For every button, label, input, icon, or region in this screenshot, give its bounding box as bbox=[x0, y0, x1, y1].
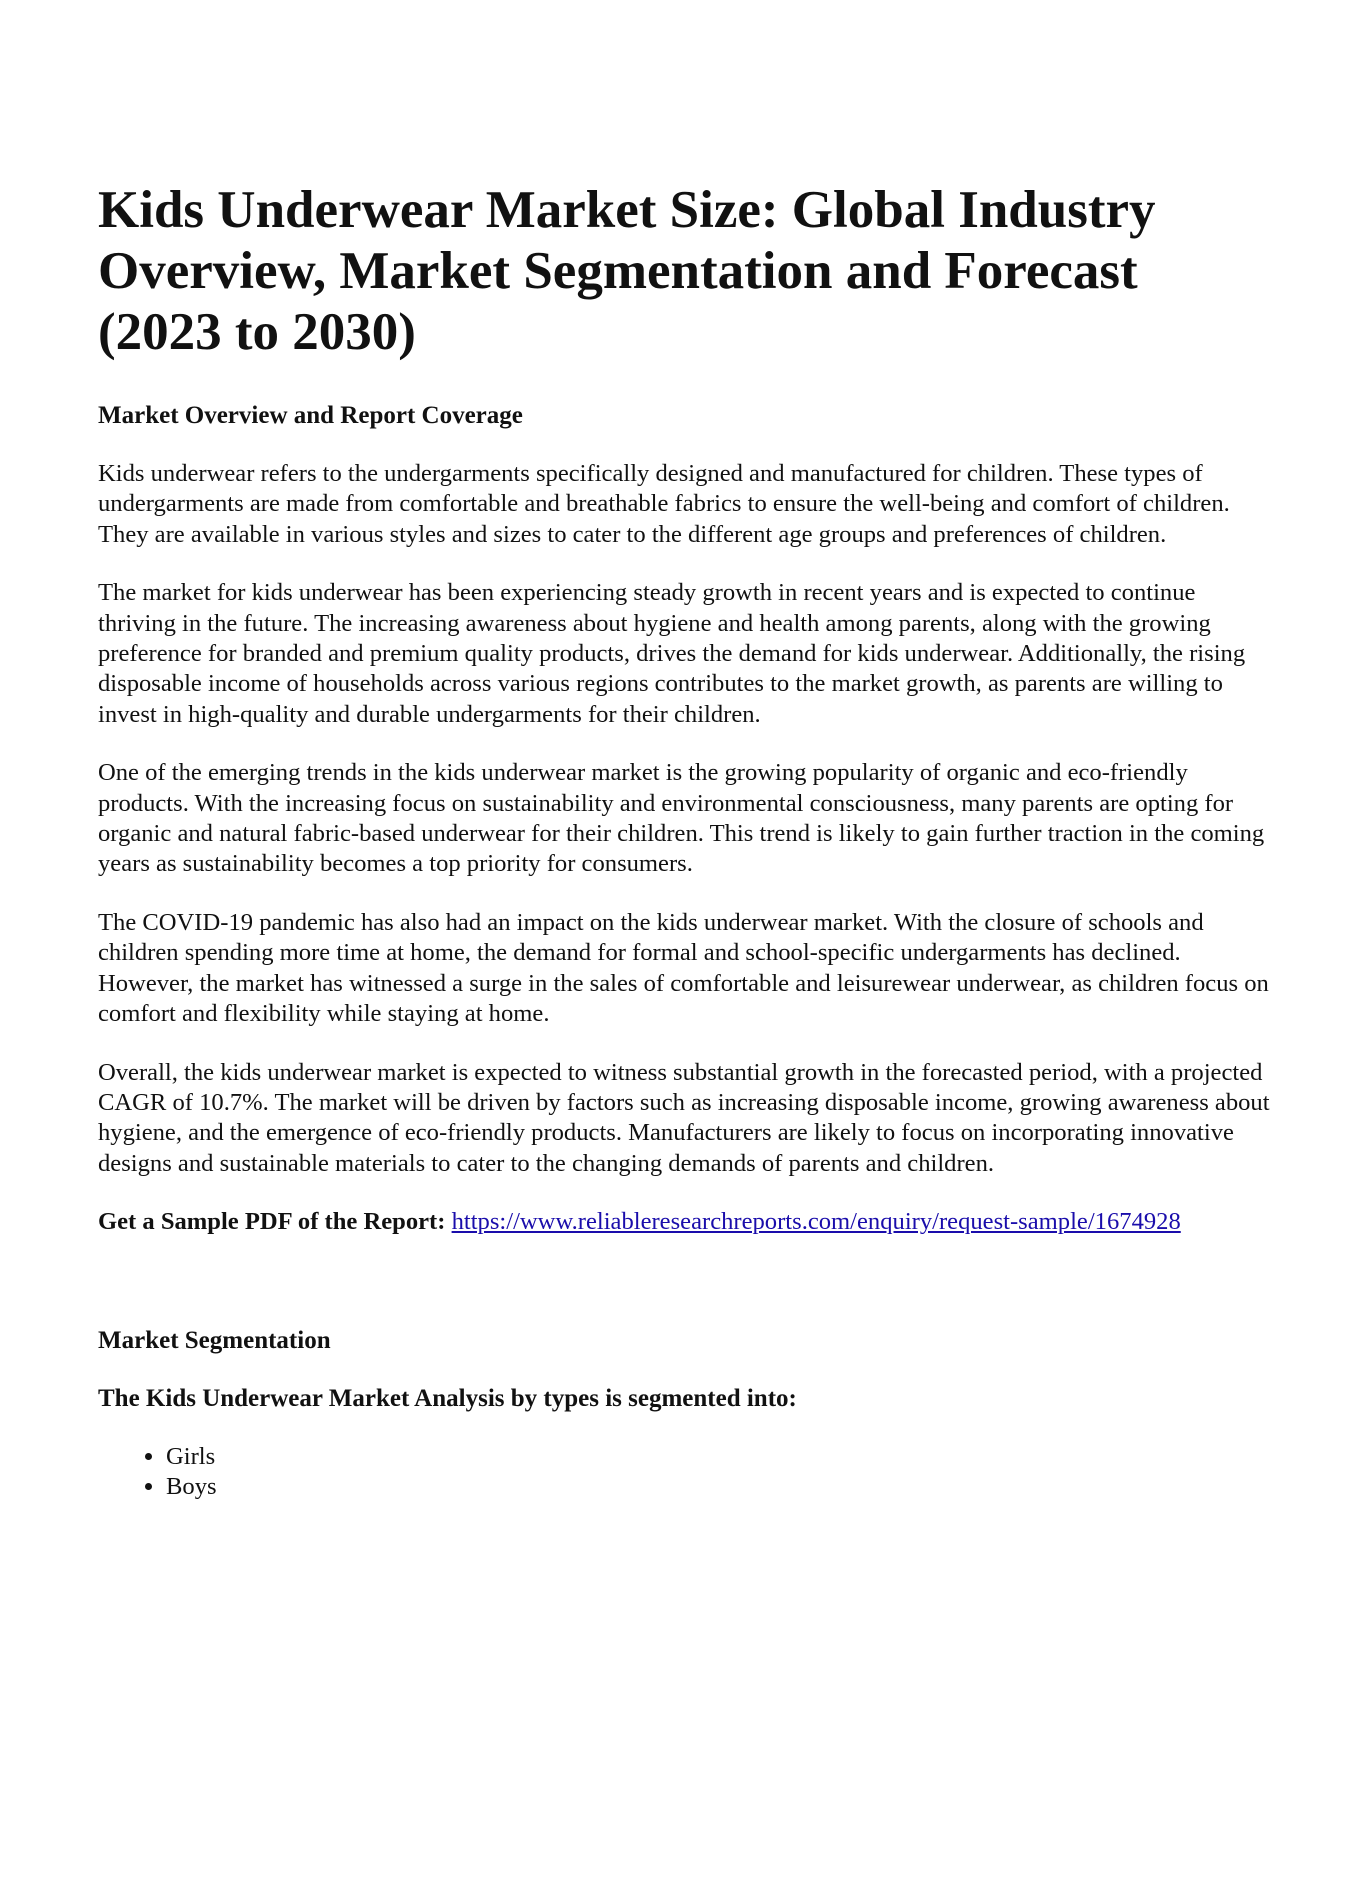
document-page bbox=[98, 180, 1270, 1502]
list-item: • Girls bbox=[166, 1442, 1270, 1472]
types-list bbox=[98, 1442, 1270, 1503]
section-spacer bbox=[98, 1238, 1270, 1326]
segmentation-heading: Market Segmentation bbox=[98, 1326, 331, 1354]
sample-pdf-label: Get a Sample PDF of the Report: bbox=[98, 1208, 446, 1236]
list-item: • Boys bbox=[166, 1472, 1270, 1502]
overview-paragraph: Overall, the kids underwear market is expected to witness substantial growth in the forecasted period, with a projected CAGR of 10.7%. The market will be driven by factors such as increasing disposable income, growing awareness about hygiene, and the emergence of eco-friendly products. Manufacturers are likely to focus on incorporating innovative designs and sustainable materials to cater to the changing demands of parents and children. bbox=[98, 1058, 1270, 1177]
types-heading: The Kids Underwear Market Analysis by types is segmented into: bbox=[98, 1384, 797, 1412]
overview-paragraph: One of the emerging trends in the kids underwear market is the growing popularity of organic and eco-friendly products. With the increasing focus on sustainability and environmental consciousness, many parents are opting for organic and natural fabric-based underwear for their children. This trend is likely to gain further traction in the coming years as sustainability becomes a top priority for consumers. bbox=[98, 759, 1265, 878]
overview-paragraph: The market for kids underwear has been experiencing steady growth in recent years and is expected to continue thriving in the future. The increasing awareness about hygiene and health among parents, along with the growing preference for branded and premium quality products, drives the demand for kids underwear. Additionally, the rising disposable income of households across various regions contributes to the market growth, as parents are willing to invest in high-quality and durable undergarments for their children. bbox=[98, 579, 1246, 728]
overview-paragraph: The COVID-19 pandemic has also had an impact on the kids underwear market. With the closure of schools and children spending more time at home, the demand for formal and school-specific undergarments has declined. However, the market has witnessed a surge in the sales of comfortable and leisurewear underwear, as children focus on comfort and flexibility while staying at home. bbox=[98, 908, 1269, 1028]
document-title: Kids Underwear Market Size: Global Industry Overview, Market Segmentation and Forecast (2023 to 2030) bbox=[98, 181, 1156, 361]
overview-paragraph: Kids underwear refers to the undergarments specifically designed and manufactured for children. These types of undergarments are made from comfortable and breathable fabrics to ensure the well-being and comfort of children. They are available in various styles and sizes to cater to the different age groups and preferences of children. bbox=[98, 460, 1230, 548]
sample-pdf-line bbox=[98, 1207, 1270, 1237]
sample-pdf-link[interactable]: https://www.reliableresearchreports.com/enquiry/request-sample/1674928 bbox=[451, 1208, 1181, 1236]
overview-heading: Market Overview and Report Coverage bbox=[98, 402, 523, 429]
